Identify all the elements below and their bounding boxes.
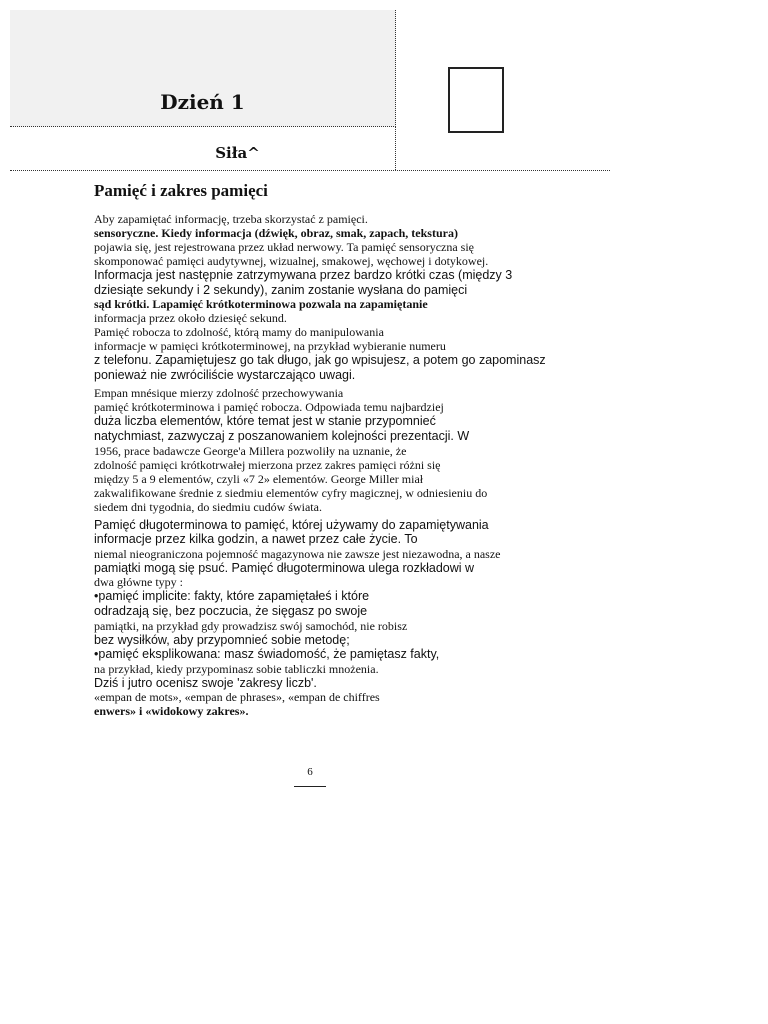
text-line: •pamięć implicite: fakty, które zapamiętałeś i które (94, 589, 370, 604)
text-line: zdolność pamięci krótkotrwałej mierzona przez zakres pamięci różni się (94, 457, 441, 472)
paragraph (94, 212, 654, 382)
text-line: natychmiast, zazwyczaj z poszanowaniem kolejności prezentacji. W (94, 428, 470, 443)
text-line: enwers» i «widokowy zakres». (94, 704, 249, 719)
text-line: między 5 a 9 elementów, czyli «7 2» elementów. George Miller miał (94, 471, 424, 486)
paragraph (94, 386, 654, 513)
text-line: zakwalifikowane średnie z siedmiu elementów cyfry magicznej, w odniesieniu do (94, 485, 488, 500)
empty-box (448, 67, 504, 133)
text-line: pamiątki, na przykład gdy prowadzisz swój samochód, nie robisz (94, 618, 408, 633)
text-line: 1956, prace badawcze George'a Millera pozwoliły na uznanie, że (94, 443, 407, 458)
section-heading: Pamięć i zakres pamięci (94, 181, 268, 200)
text-line: dziesiąte sekundy i 2 sekundy), zanim zostanie wysłana do pamięci (94, 282, 468, 297)
text-line: «empan de mots», «empan de phrases», «empan de chiffres (94, 690, 380, 705)
text-line: odradzają się, bez poczucia, że sięgasz po swoje (94, 603, 368, 618)
page-title: Dzień 1 (160, 90, 245, 114)
text-line: informacje w pamięci krótkoterminowej, na przykład wybieranie numeru (94, 339, 446, 354)
text-line: pojawia się, jest rejestrowana przez układ nerwowy. Ta pamięć sensoryczna się (94, 240, 475, 254)
text-line: •pamięć eksplikowana: masz świadomość, że pamiętasz fakty, (94, 647, 440, 662)
text-line: informacje przez kilka godzin, a nawet przez całe życie. To (94, 532, 418, 547)
text-line: Pamięć długoterminowa to pamięć, której używamy do zapamiętywania (94, 517, 489, 532)
text-line: z telefonu. Zapamiętujesz go tak długo, jak go wpisujesz, a potem go zapominasz (94, 353, 546, 368)
text-line: pamiątki mogą się psuć. Pamięć długoterminowa ulega rozkładowi w (94, 560, 475, 575)
text-line: bez wysiłków, aby przypomnieć sobie metodę; (94, 632, 350, 647)
text-line: Dziś i jutro ocenisz swoje 'zakresy liczb'. (94, 675, 317, 690)
text-line: Pamięć robocza to zdolność, którą mamy do manipulowania (94, 325, 384, 340)
text-line: dwa główne typy : (94, 575, 183, 590)
text-line: duża liczba elementów, które temat jest w stanie przypomnieć (94, 414, 436, 429)
horizontal-divider (10, 170, 610, 171)
paragraph (94, 518, 654, 719)
text-line: skomponować pamięci audytywnej, wizualnej, smakowej, węchowej i dotykowej. (94, 254, 489, 268)
text-line: ponieważ nie zwróciliście wystarczająco uwagi. (94, 367, 356, 382)
text-line: pamięć krótkoterminowa i pamięć robocza. Odpowiada temu najbardziej (94, 400, 444, 415)
footer-rule (294, 786, 326, 787)
main-content (94, 181, 654, 722)
text-line: sąd krótki. Lapamięć krótkoterminowa pozwala na zapamiętanie (94, 297, 428, 312)
text-line: informacja przez około dziesięć sekund. (94, 311, 287, 326)
text-line: niemal nieograniczona pojemność magazynowa nie zawsze jest niezawodna, a nasze (94, 546, 501, 561)
text-line: siedem dni tygodnia, do siedmiu cudów świata. (94, 499, 322, 514)
page-number: 6 (307, 766, 313, 778)
text-line: Informacja jest następnie zatrzymywana przez bardzo krótki czas (między 3 (94, 268, 513, 282)
text-line: na przykład, kiedy przypominasz sobie tabliczki mnożenia. (94, 661, 379, 676)
text-line: sensoryczne. Kiedy informacja (dźwięk, obraz, smak, zapach, tekstura) (94, 226, 458, 240)
page-subtitle: Siła^ (215, 144, 260, 162)
text-line: Empan mnésique mierzy zdolność przechowywania (94, 386, 344, 401)
header-panel (10, 10, 396, 127)
paragraphs (94, 212, 654, 718)
text-line: Aby zapamiętać informację, trzeba skorzystać z pamięci. (94, 212, 368, 226)
